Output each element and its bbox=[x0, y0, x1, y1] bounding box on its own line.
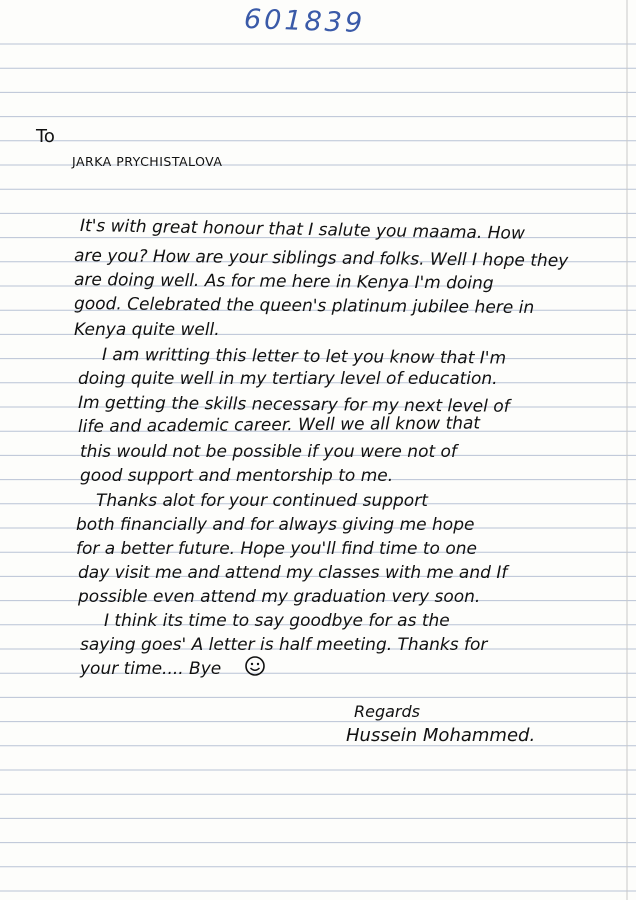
body-line-13: both financially and for always giving me hope bbox=[76, 515, 475, 535]
body-line-17: I think its time to say goodbye for as the bbox=[104, 611, 450, 631]
body-line-8: Im getting the skills necessary for my next level of bbox=[77, 393, 510, 417]
closing: Regards bbox=[354, 702, 420, 721]
reference-number: 601839 bbox=[243, 3, 366, 40]
body-line-15: day visit me and attend my classes with me and If bbox=[78, 563, 508, 583]
body-line-2: are you? How are your siblings and folks. Well I hope they bbox=[73, 246, 569, 272]
body-line-19: your time.... Bye bbox=[80, 659, 222, 679]
recipient-name: JARKA PRYCHISTALOVA bbox=[72, 154, 223, 169]
body-line-7: doing quite well in my tertiary level of education. bbox=[78, 369, 498, 389]
body-line-18: saying goes' A letter is half meeting. Thanks for bbox=[80, 635, 488, 655]
body-line-16: possible even attend my graduation very soon. bbox=[78, 587, 481, 607]
body-line-5: Kenya quite well. bbox=[74, 320, 220, 340]
salutation: To bbox=[36, 126, 55, 147]
body-line-11: good support and mentorship to me. bbox=[80, 466, 394, 486]
body-line-3: are doing well. As for me here in Kenya I'm doing bbox=[73, 270, 494, 294]
body-line-14: for a better future. Hope you'll find time to one bbox=[76, 539, 477, 559]
body-line-6: I am writting this letter to let you know that I'm bbox=[101, 345, 507, 369]
body-line-1: It's with great honour that I salute you maama. How bbox=[79, 216, 525, 244]
smiley-icon bbox=[244, 655, 266, 677]
body-line-12: Thanks alot for your continued support bbox=[96, 491, 428, 511]
body-line-10: this would not be possible if you were not of bbox=[80, 442, 457, 462]
body-line-9: life and academic career. Well we all know that bbox=[77, 413, 481, 437]
body-line-4: good. Celebrated the queen's platinum jubilee here in bbox=[73, 294, 535, 319]
signature: Hussein Mohammed. bbox=[346, 725, 536, 746]
